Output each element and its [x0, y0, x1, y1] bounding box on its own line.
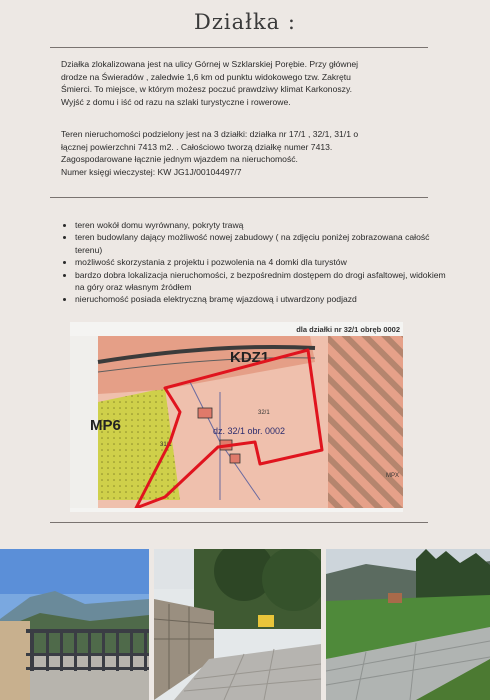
- description-line: łącznej powierzchni 7413 m2. . Całościowo tworzą działkę numer 7413.: [61, 141, 333, 152]
- feature-item: • bardzo dobra lokalizacja nieruchomości, z bezpośrednim dostępem do drogi asfaltowej, widokiem na góry oraz własnym źródłem: [75, 269, 455, 294]
- description-line: drodze na Świeradów , zaledwie 1,6 km od punktu widokowego tzw. Zakrętu: [61, 71, 351, 82]
- map-zone-label: MP6: [90, 417, 121, 434]
- description-line: Wyjść z domu i iść od razu na szlaki turystyczne i rowerowe.: [61, 96, 291, 107]
- feature-list: [60, 219, 455, 306]
- map-road-label: KDZ1: [230, 349, 270, 366]
- top-divider: [50, 47, 428, 48]
- description-line: Zagospodarowane łącznie jednym wjazdem na nieruchomość.: [61, 154, 298, 165]
- description-paragraph-2: [61, 128, 431, 178]
- land-registry-number: Numer księgi wieczystej: KW JG1J/00104497/7: [61, 166, 242, 177]
- description-line: Teren nieruchomości podzielony jest na 3 działki: działka nr 17/1 , 32/1, 31/1 o: [61, 129, 359, 139]
- description-line: Śmierci. To miejsce, w którym możesz poczuć prawdziwy klimat Karkonoszy.: [61, 84, 352, 95]
- map-number-label: 32/1: [258, 410, 270, 416]
- driveway-with-stone-wall-photo: [154, 549, 321, 700]
- map-plot-label: dz. 32/1 obr. 0002: [213, 426, 286, 436]
- feature-item: • możliwość skorzystania z projektu i pozwolenia na 4 domki dla turystów: [75, 256, 455, 268]
- middle-divider: [50, 197, 428, 198]
- feature-item: • teren wokół domu wyrównany, pokryty trawą: [75, 219, 455, 231]
- bottom-divider: [50, 522, 428, 523]
- plot-map-image: [70, 322, 403, 512]
- map-header-label: dla działki nr 32/1 obręb 0002: [296, 325, 400, 334]
- description-paragraph-1: [61, 58, 431, 108]
- paved-driveway-and-garden-photo: [326, 549, 490, 700]
- description-line: Działka zlokalizowana jest na ulicy Górnej w Szklarskiej Porębie. Przy głównej: [61, 59, 359, 69]
- map-number-label: 31/1: [160, 442, 172, 448]
- page-title: Działka :: [194, 10, 296, 34]
- gate-with-mountain-view-photo: [0, 549, 149, 700]
- map-small-label: MPX: [386, 473, 400, 479]
- feature-item: • teren budowlany dający możliwość nowej zabudowy ( na zdjęciu poniżej zobrazowana całość terenu): [75, 231, 455, 256]
- feature-item: • nieruchomość posiada elektryczną bramę wjazdową i utwardzony podjazd: [75, 293, 455, 305]
